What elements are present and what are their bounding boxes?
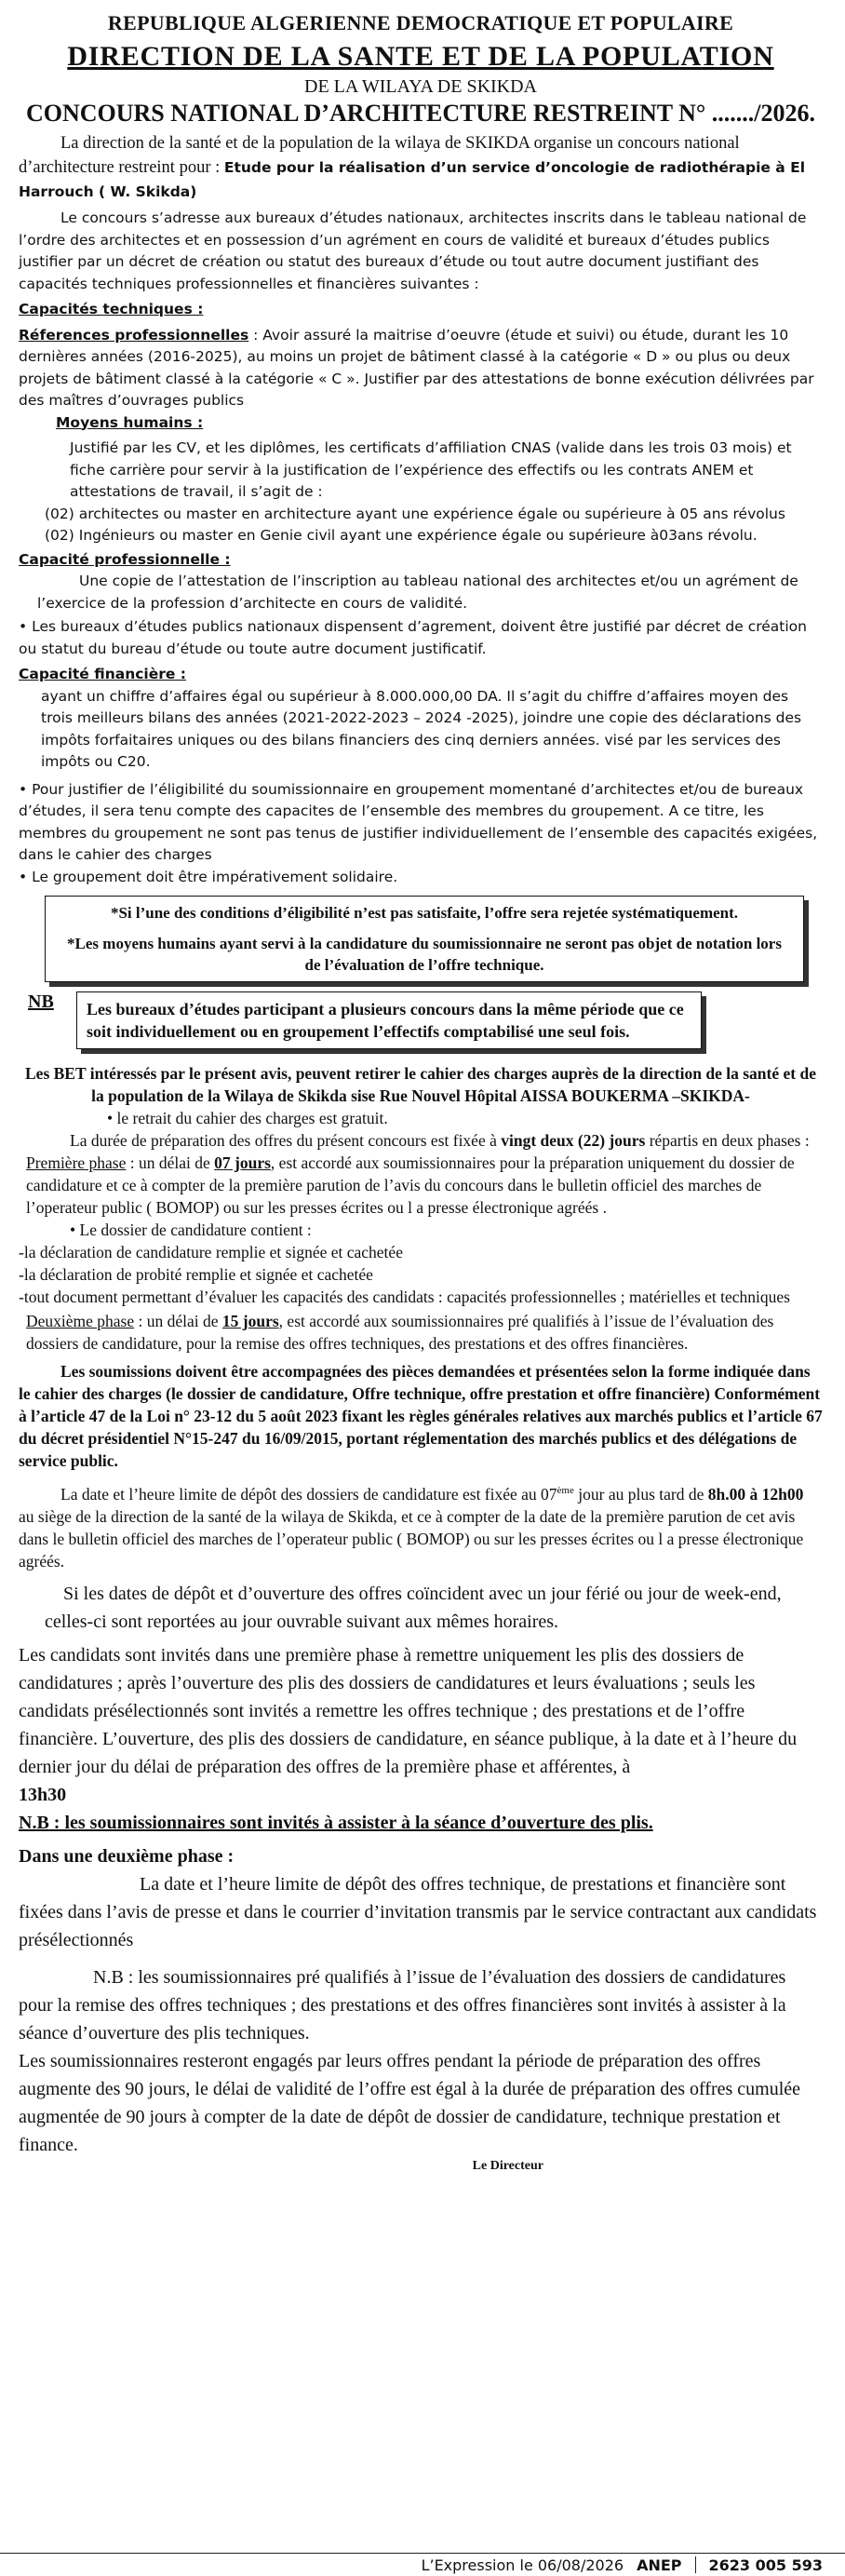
duree-text-c: répartis en deux phases : <box>645 1131 810 1150</box>
eligibility-paragraph: Le concours s’adresse aux bureaux d’études nationaux, architectes inscrits dans le tableau national de l’ordre des architectes et en possession d’un agrément en cours de validité et bureaux d’études publics justifier par un décret de création ou statut des bureaux d’étude ou tout autre document justifiant des capacités techniques professionnelles et financières suivantes : <box>19 209 807 292</box>
date-text-c: au siège de la direction de la santé de la wilaya de Skikda, et ce à compter de la date de la première parution de cet avis dans le bulletin officiel des marches de l’operateur public ( BOMOP) ou sur les presses écrites ou l a presse électronique agréés. <box>19 1506 804 1571</box>
capacite-financiere-text: ayant un chiffre d’affaires égal ou supérieur à 8.000.000,00 DA. Il s’agit du chiffre d’affaires moyen des trois meilleurs bilans des années (2021-2022-2023 – 2024 -2025), joindre une copie des déclarations des impôts forfaitaires uniques ou des bilans financiers des cinq derniers années. visé par les services des impôts ou C20. <box>41 687 802 770</box>
capacites-techniques-title: Capacités techniques : <box>19 301 204 317</box>
intro-paragraph <box>19 131 823 204</box>
dossier-item-1: -la déclaration de candidature remplie et signée et cachetée <box>19 1243 403 1261</box>
capacite-financiere-title: Capacité financière : <box>19 666 186 682</box>
bullet-icon: • <box>19 780 33 798</box>
capacite-professionnelle-text2 <box>19 616 823 660</box>
duree-text-a: La durée de préparation des offres du présent concours est fixée à <box>70 1131 502 1150</box>
soumissions-paragraph: Les soumissions doivent être accompagnées des pièces demandées et présentées selon la forme indiquée dans le cahier des charges (le dossier de candidature, Offre technique, offre prestation et offre financière) Conformément à l’article 47 de la Loi n° 23-12 du 5 août 2023 fixant les règles générales relatives aux marchés publics et l’article 67 du décret présidentiel N°15-247 du 16/09/2015, portant réglementation des marchés publics et des délégations de service public. <box>19 1362 823 1470</box>
capacite-professionnelle-title: Capacité professionnelle : <box>19 550 231 568</box>
footer-divider <box>695 2556 696 2573</box>
references-paragraph <box>19 325 823 412</box>
groupement-text2-body: Le groupement doit être impérativement solidaire. <box>32 868 398 885</box>
duree-days: vingt deux (22) jours <box>501 1131 646 1150</box>
warning-line1: *Si l’une des conditions d’éligibilité n’est pas satisfaite, l’offre sera rejetée systématiquement. <box>110 904 739 922</box>
republic-header: REPUBLIQUE ALGERIENNE DEMOCRATIQUE ET POPULAIRE <box>107 11 734 34</box>
nb2-paragraph <box>19 1809 823 1837</box>
nb-section <box>19 991 823 1049</box>
deuxieme-phase-text: La date et l’heure limite de dépôt des offres technique, de prestations et financière sont fixées dans l’avis de presse et dans le courrier d’invitation transmis par le service contractant aux candidats présélectionnés <box>19 1873 817 1950</box>
groupement-text1-body: Pour justifier de l’éligibilité du soumissionnaire en groupement momentané d’architectes et/ou de bureaux d’études, il sera tenu compte des capacites de l’ensemble des membres du groupement. A ce titre, les membres du groupement ne sont pas tenus de justifier individuellement de l’ensemble des capacités exigées, dans le cahier des charges <box>19 780 818 863</box>
duree-paragraph <box>19 1129 823 1152</box>
phase2-label: Deuxième phase <box>26 1312 135 1330</box>
phase1-text-a: : un délai de <box>126 1153 215 1172</box>
dossier-title <box>19 1219 823 1241</box>
warning-line2: *Les moyens humains ayant servi à la candidature du soumissionnaire ne seront pas objet de notation lors de l’évaluation de l’offre technique. <box>67 935 782 974</box>
date-text-b: jour au plus tard de <box>573 1484 708 1504</box>
moyens-humains-text: Justifié par les CV, et les diplômes, les certificats d’affiliation CNAS (valide dans les trois 03 mois) et fiche carrière pour servir à la justification de l’expérience des effectifs ou les contrats ANEM et attestations de travail, il s’agit de : <box>70 439 792 500</box>
warning-box <box>45 896 804 982</box>
nb2-text: : les soumissionnaires sont invités à assister à la séance d’ouverture des plis. <box>48 1812 653 1833</box>
groupement-text1 <box>19 779 823 867</box>
dossier-title-text: Le dossier de candidature contient : <box>79 1221 312 1239</box>
bullet-icon: • <box>19 868 33 885</box>
moyens-humains-title: Moyens humains : <box>56 413 204 431</box>
retrait-gratuit <box>19 1107 823 1129</box>
moyens-item-ingenieurs: (02) Ingénieurs ou master en Genie civil ayant une expérience égale ou supérieure à03ans révolu. <box>45 527 758 544</box>
deuxieme-phase-title: Dans une deuxième phase : <box>19 1845 235 1867</box>
date-heures: 8h.00 à 12h00 <box>707 1484 804 1504</box>
date-text-a: La date et l’heure limite de dépôt des dossiers de candidature est fixée au 07 <box>60 1484 557 1504</box>
footer-ref: 2623 005 593 <box>708 2556 823 2574</box>
moyens-item-architectes: (02) architectes ou master en architecture ayant une expérience égale ou supérieure à 05 ans révolus <box>45 505 785 522</box>
date-limite-paragraph <box>19 1479 823 1572</box>
wilaya-header: DE LA WILAYA DE SKIKDA <box>304 76 537 97</box>
retrait-paragraph: Les BET intéressés par le présent avis, peuvent retirer le cahier des charges auprès de la direction de la santé et de la population de la Wilaya de Skikda sise Rue Nouvel Hôpital AISSA BOUKERMA –SKIKDA- <box>25 1064 816 1105</box>
footer <box>0 2553 845 2576</box>
candidats-paragraph <box>19 1641 823 1809</box>
dossier-item-3: -tout document permettant d’évaluer les capacités des candidats : capacités professionnelles ; matérielles et techniques <box>19 1288 790 1306</box>
phase1-text-b: , est accordé aux soumissionnaires pour la préparation uniquement du dossier de candidature et ce à compter de la première parution de l’avis du concours dans le bulletin officiel des marches de l’operateur public ( BOMOP) ou sur les presses écrites ou l a presse électronique agréés . <box>26 1153 795 1217</box>
candidats-text: Les candidats sont invités dans une première phase à remettre uniquement les plis des dossiers de candidatures ; après l’ouverture des plis des dossiers de candidatures et leurs évaluations ; seuls les candidats présélectionnés sont invités a remettre les offres technique ; des prestations et de l’offre financière. L’ouverture, des plis des dossiers de candidature, en séance publique, à la date et à l’heure du dernier jour du délai de préparation des offres de la première phase et afférentes, à <box>19 1644 798 1777</box>
capacite-professionnelle-text2-body: Les bureaux d’études publics nationaux dispensent d’agrement, doivent être justifié par décret de création ou statut du bureau d’étude ou toute autre document justificatif. <box>19 618 807 657</box>
concours-title: CONCOURS NATIONAL D’ARCHITECTURE RESTREINT N° ......./2026. <box>25 100 816 127</box>
groupement-text2 <box>19 867 823 889</box>
validite-paragraph: Les soumissionnaires resteront engagés par leurs offres pendant la période de préparation des offres augmente des 90 jours, le délai de validité de l’offre est égal à la durée de préparation des offres cumulée augmentée de 90 jours à compter de la date de dépôt de dossier de candidature, technique prestation et finance. <box>19 2050 801 2155</box>
bullet-icon: • <box>70 1221 80 1239</box>
footer-source: L’Expression le 06/08/2026 <box>421 2556 624 2574</box>
nb-box: Les bureaux d’études participant a plusieurs concours dans la même période que ce soit individuellement ou en groupement l’effectifs comptabilisé une seul fois. <box>76 991 702 1049</box>
references-text: : Avoir assuré la maitrise d’oeuvre (étude et suivi) ou étude, durant les 10 dernières années (2016-2025), au moins un projet de bâtiment classé à la catégorie « D » ou plus ou deux projets de bâtiment classé à la catégorie « C ». Justifier par des attestations de bonne exécution délivrées par des maîtres d’ouvrages publics <box>19 326 814 409</box>
signature: Le Directeur <box>472 2158 543 2173</box>
footer-agency: ANEP <box>637 2556 682 2574</box>
capacite-professionnelle-text1: Une copie de l’attestation de l’inscription au tableau national des architectes et/ou un agrément de l’exercice de la profession d’architecte en cours de validité. <box>37 573 798 612</box>
phase2-text-b: , est accordé aux soumissionnaires pré qualifiés à l’issue de l’évaluation des dossiers de candidature, pour la remise des offres techniques, des prestations et des offres financières. <box>26 1312 774 1353</box>
retrait-gratuit-text: le retrait du cahier des charges est gratuit. <box>116 1109 388 1127</box>
phase2-text-a: : un délai de <box>134 1312 222 1330</box>
ferie-paragraph: Si les dates de dépôt et d’ouverture des offres coïncident avec un jour férié ou jour de week-end, celles-ci sont reportées au jour ouvrable suivant aux mêmes horaires. <box>45 1583 782 1632</box>
phase1-paragraph <box>19 1152 823 1219</box>
references-label: Réferences professionnelles <box>19 326 249 344</box>
ouverture-heure: 13h30 <box>19 1784 67 1805</box>
phase2-delai: 15 jours <box>221 1312 279 1330</box>
dossier-item-2: -la déclaration de probité remplie et signée et cachetée <box>19 1265 373 1284</box>
project-object: Etude pour la réalisation d’un service d’oncologie de radiothérapie à El Harrouch ( W. Skikda) <box>19 159 806 200</box>
direction-header: DIRECTION DE LA SANTE ET DE LA POPULATION <box>67 41 774 72</box>
date-sup: ème <box>557 1485 574 1496</box>
phase1-label: Première phase <box>26 1153 127 1172</box>
deuxieme-nb: N.B : les soumissionnaires pré qualifiés à l’issue de l’évaluation des dossiers de candidatures pour la remise des offres techniques ; des prestations et des offres financières sont invités à assister à la séance d’ouverture des plis techniques. <box>19 1966 786 2043</box>
nb2-label: N.B <box>19 1812 49 1833</box>
intro-text: La direction de la santé et de la population de la wilaya de SKIKDA organise un concours national d’architecture restreint pour : <box>19 134 740 177</box>
phase1-delai: 07 jours <box>214 1153 271 1172</box>
bullet-icon: • <box>19 618 33 635</box>
bullet-icon: • <box>107 1109 117 1127</box>
phase2-paragraph <box>19 1310 823 1355</box>
nb-label: NB <box>28 991 54 1012</box>
